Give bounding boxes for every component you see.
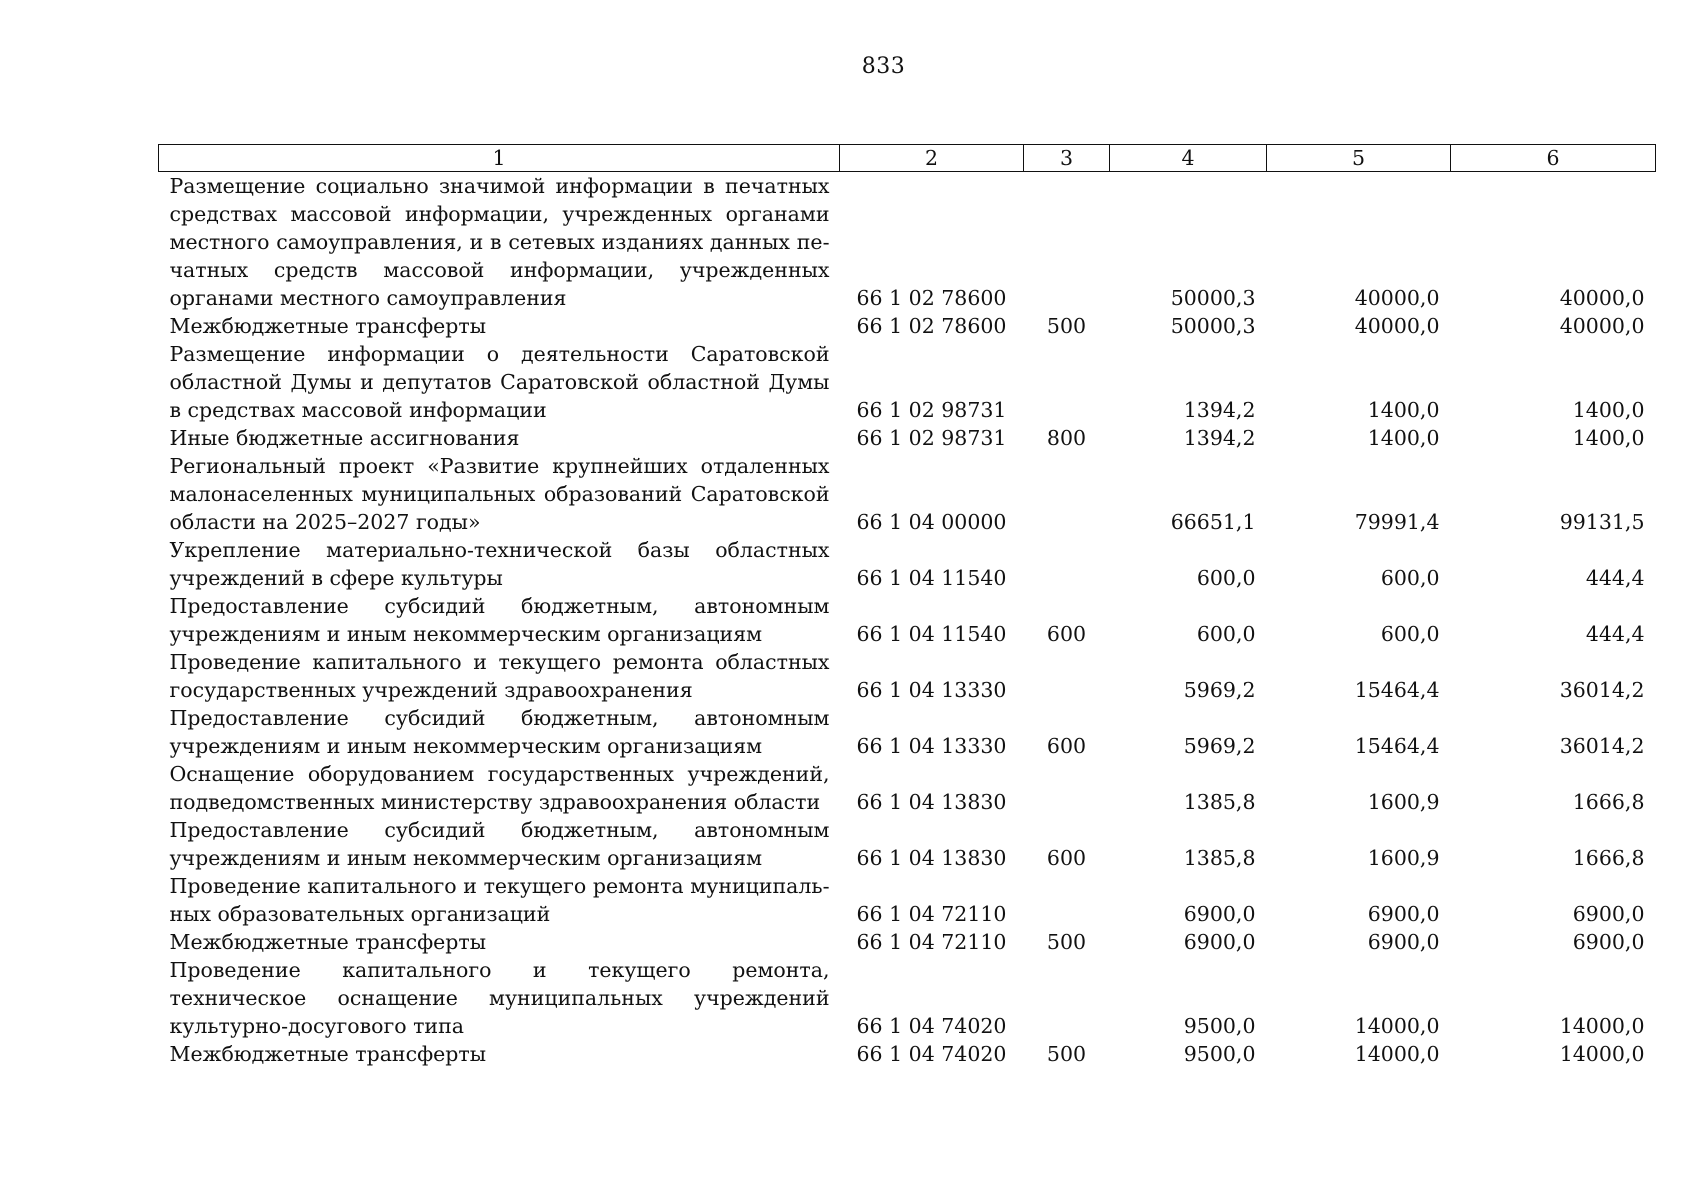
target-code-cell: 66 1 04 13330	[856, 734, 1007, 758]
amount-col5-cell: 40000,0	[1354, 314, 1440, 338]
row-name-cell: Предоставление субсидий бюджетным, автономным учреждениям и иным некоммерческим организациям	[169, 706, 830, 758]
expense-type-cell: 500	[1046, 930, 1087, 954]
amount-col6-cell: 1666,8	[1572, 846, 1645, 870]
column-header-4: 4	[1110, 145, 1267, 172]
amount-col5-cell: 600,0	[1380, 566, 1440, 590]
amount-col5-cell: 6900,0	[1367, 902, 1440, 926]
amount-col6-cell: 1400,0	[1572, 426, 1645, 450]
target-code-cell: 66 1 02 98731	[856, 398, 1007, 422]
column-header-3: 3	[1024, 145, 1110, 172]
expense-type-cell	[1024, 648, 1110, 704]
amount-col5-cell: 600,0	[1380, 622, 1440, 646]
expense-type-cell	[1024, 956, 1110, 1040]
amount-col4-cell: 1385,8	[1183, 790, 1256, 814]
expense-type-cell: 500	[1046, 1042, 1087, 1066]
amount-col4-cell: 50000,3	[1170, 286, 1256, 310]
target-code-cell: 66 1 04 13830	[856, 846, 1007, 870]
amount-col5-cell: 40000,0	[1354, 286, 1440, 310]
expense-type-cell	[1024, 760, 1110, 816]
table-header	[159, 145, 1656, 172]
expense-type-cell: 500	[1046, 314, 1087, 338]
budget-table	[158, 144, 1656, 1068]
amount-col4-cell: 6900,0	[1183, 902, 1256, 926]
amount-col5-cell: 1600,9	[1367, 790, 1440, 814]
row-name-cell: Предоставление субсидий бюджетным, автономным учреждениям и иным некоммерческим организациям	[169, 818, 830, 870]
table-body	[159, 172, 1656, 1069]
expense-type-cell: 800	[1046, 426, 1087, 450]
amount-col5-cell: 6900,0	[1367, 930, 1440, 954]
amount-col4-cell: 9500,0	[1183, 1042, 1256, 1066]
row-name-cell: Иные бюджетные ассигнования	[169, 426, 520, 450]
table-row	[159, 172, 1656, 313]
amount-col6-cell: 444,4	[1585, 566, 1645, 590]
amount-col5-cell: 14000,0	[1354, 1042, 1440, 1066]
target-code-cell: 66 1 04 13330	[856, 678, 1007, 702]
row-name-cell: Проведение капитального и текущего ремонта областных государственных учреждений здравоохранения	[169, 650, 830, 702]
table-row	[159, 536, 1656, 592]
row-name-cell: Проведение капитального и текущего ремонта муниципальных образовательных организаций	[169, 874, 830, 926]
amount-col6-cell: 14000,0	[1559, 1042, 1645, 1066]
amount-col6-cell: 444,4	[1585, 622, 1645, 646]
amount-col4-cell: 1385,8	[1183, 846, 1256, 870]
target-code-cell: 66 1 04 72110	[856, 902, 1007, 926]
row-name-cell: Предоставление субсидий бюджетным, автономным учреждениям и иным некоммерческим организациям	[169, 594, 830, 646]
row-name-cell: Размещение информации о деятельности Саратовской областной Думы и депутатов Саратовской областной Думы в средствах массовой информации	[169, 342, 830, 422]
row-name-cell: Проведение капитального и текущего ремонта, техническое оснащение муниципальных учреждений культурно-досугового типа	[169, 958, 830, 1038]
amount-col5-cell: 1400,0	[1367, 426, 1440, 450]
table-row	[159, 592, 1656, 648]
amount-col6-cell: 40000,0	[1559, 314, 1645, 338]
budget-table-container	[158, 144, 1655, 1068]
amount-col4-cell: 5969,2	[1183, 734, 1256, 758]
amount-col6-cell: 1400,0	[1572, 398, 1645, 422]
amount-col5-cell: 15464,4	[1354, 734, 1440, 758]
amount-col6-cell: 40000,0	[1559, 286, 1645, 310]
expense-type-cell	[1024, 536, 1110, 592]
row-name-cell: Межбюджетные трансферты	[169, 314, 487, 338]
expense-type-cell: 600	[1046, 734, 1087, 758]
page-number: 833	[861, 54, 906, 79]
target-code-cell: 66 1 02 78600	[856, 286, 1007, 310]
amount-col4-cell: 1394,2	[1183, 398, 1256, 422]
amount-col5-cell: 14000,0	[1354, 1014, 1440, 1038]
expense-type-cell: 600	[1046, 622, 1087, 646]
expense-type-cell: 600	[1046, 846, 1087, 870]
table-row	[159, 312, 1656, 340]
table-row	[159, 704, 1656, 760]
table-row	[159, 816, 1656, 872]
target-code-cell: 66 1 04 74020	[856, 1042, 1007, 1066]
amount-col4-cell: 66651,1	[1170, 510, 1256, 534]
table-row	[159, 760, 1656, 816]
expense-type-cell	[1024, 340, 1110, 424]
row-name-cell: Размещение социально значимой информации в печатных средствах массовой информации, учрежденных органами местного самоуправления, и в сетевых изданиях данных печатных средств массовой информации, учрежденных органами местного самоуправления	[169, 174, 830, 310]
target-code-cell: 66 1 04 74020	[856, 1014, 1007, 1038]
amount-col6-cell: 6900,0	[1572, 902, 1645, 926]
table-row	[159, 452, 1656, 536]
expense-type-cell	[1024, 172, 1110, 313]
amount-col6-cell: 99131,5	[1559, 510, 1645, 534]
amount-col5-cell: 1400,0	[1367, 398, 1440, 422]
target-code-cell: 66 1 04 00000	[856, 510, 1007, 534]
amount-col4-cell: 600,0	[1196, 622, 1256, 646]
table-row	[159, 1040, 1656, 1068]
target-code-cell: 66 1 04 11540	[856, 622, 1007, 646]
expense-type-cell	[1024, 872, 1110, 928]
column-header-5: 5	[1267, 145, 1451, 172]
amount-col6-cell: 36014,2	[1559, 678, 1645, 702]
target-code-cell: 66 1 02 78600	[856, 314, 1007, 338]
column-header-2: 2	[840, 145, 1024, 172]
amount-col6-cell: 1666,8	[1572, 790, 1645, 814]
row-name-cell: Межбюджетные трансферты	[169, 930, 487, 954]
table-row	[159, 928, 1656, 956]
row-name-cell: Укрепление материально-технической базы областных учреждений в сфере культуры	[169, 538, 830, 590]
column-header-1: 1	[159, 145, 840, 172]
table-row	[159, 956, 1656, 1040]
amount-col6-cell: 14000,0	[1559, 1014, 1645, 1038]
table-row	[159, 424, 1656, 452]
table-row	[159, 340, 1656, 424]
amount-col4-cell: 9500,0	[1183, 1014, 1256, 1038]
amount-col4-cell: 600,0	[1196, 566, 1256, 590]
target-code-cell: 66 1 04 72110	[856, 930, 1007, 954]
target-code-cell: 66 1 02 98731	[856, 426, 1007, 450]
table-row	[159, 648, 1656, 704]
amount-col5-cell: 1600,9	[1367, 846, 1440, 870]
amount-col4-cell: 5969,2	[1183, 678, 1256, 702]
expense-type-cell	[1024, 452, 1110, 536]
amount-col4-cell: 1394,2	[1183, 426, 1256, 450]
amount-col5-cell: 15464,4	[1354, 678, 1440, 702]
amount-col6-cell: 36014,2	[1559, 734, 1645, 758]
table-row	[159, 872, 1656, 928]
row-name-cell: Межбюджетные трансферты	[169, 1042, 487, 1066]
row-name-cell: Оснащение оборудованием государственных учреждений, подведомственных министерству здравоохранения области	[169, 762, 830, 814]
row-name-cell: Региональный проект «Развитие крупнейших отдаленных малонаселенных муниципальных образований Саратовской области на 2025–2027 годы»	[169, 454, 830, 534]
amount-col6-cell: 6900,0	[1572, 930, 1645, 954]
amount-col4-cell: 50000,3	[1170, 314, 1256, 338]
column-header-6: 6	[1451, 145, 1656, 172]
amount-col4-cell: 6900,0	[1183, 930, 1256, 954]
target-code-cell: 66 1 04 11540	[856, 566, 1007, 590]
header-row	[159, 145, 1656, 172]
target-code-cell: 66 1 04 13830	[856, 790, 1007, 814]
amount-col5-cell: 79991,4	[1354, 510, 1440, 534]
